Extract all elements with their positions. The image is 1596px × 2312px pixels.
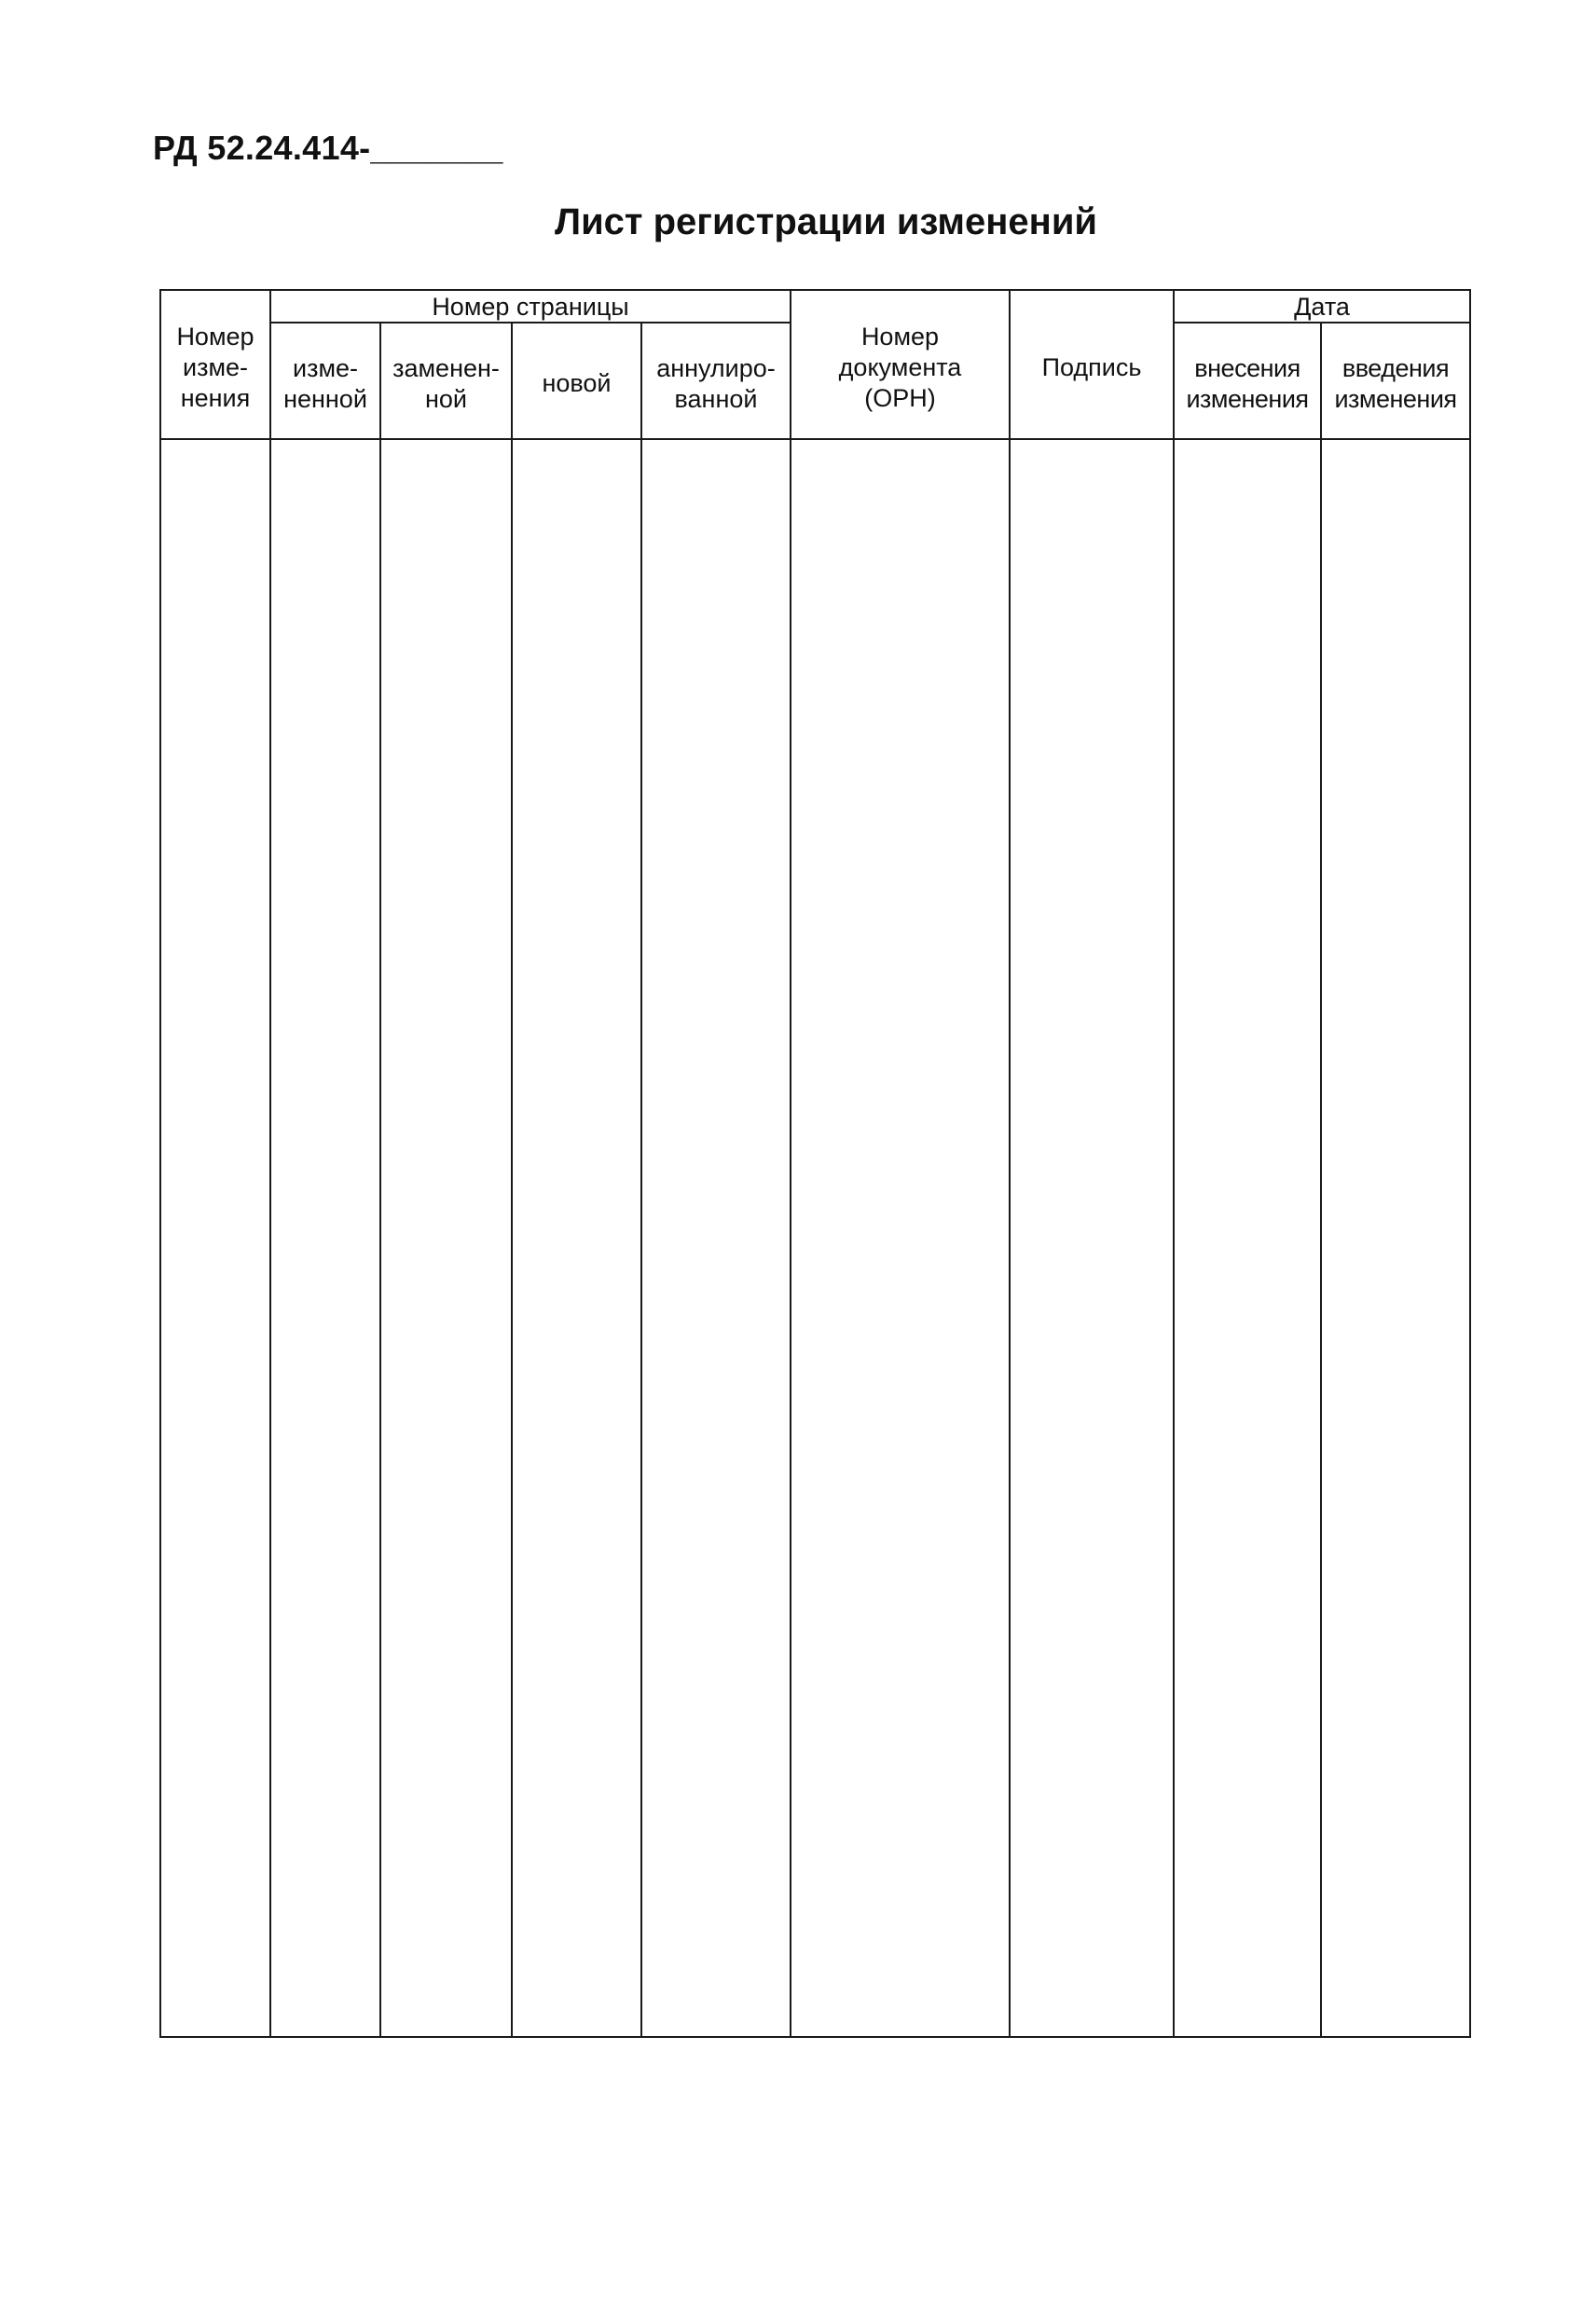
cell-date-introduction[interactable] (1174, 439, 1321, 2037)
header-page-changed: изме- ненной (270, 323, 380, 439)
page-title: Лист регистрации изменений (555, 201, 1097, 242)
header-document-number: Номер документа (ОРН) (791, 290, 1010, 439)
header-page-number-group: Номер страницы (270, 290, 791, 323)
cell-page-changed[interactable] (270, 439, 380, 2037)
change-registration-table (159, 289, 1471, 2038)
cell-document-number[interactable] (791, 439, 1010, 2037)
cell-date-effective[interactable] (1321, 439, 1470, 2037)
header-page-cancelled: аннулиро- ванной (641, 323, 791, 439)
header-signature: Подпись (1010, 290, 1174, 439)
header-date-introduction: внесения изменения (1174, 323, 1321, 439)
header-page-replaced: заменен- ной (380, 323, 512, 439)
header-date-effective: введения изменения (1321, 323, 1470, 439)
document-code: РД 52.24.414-_______ (153, 129, 503, 167)
table-row (160, 439, 1470, 2037)
header-date-group: Дата (1174, 290, 1470, 323)
header-page-new: новой (512, 323, 641, 439)
cell-page-cancelled[interactable] (641, 439, 791, 2037)
cell-change-number[interactable] (160, 439, 270, 2037)
cell-page-new[interactable] (512, 439, 641, 2037)
cell-page-replaced[interactable] (380, 439, 512, 2037)
header-change-number: Номер изме- нения (160, 290, 270, 439)
cell-signature[interactable] (1010, 439, 1174, 2037)
